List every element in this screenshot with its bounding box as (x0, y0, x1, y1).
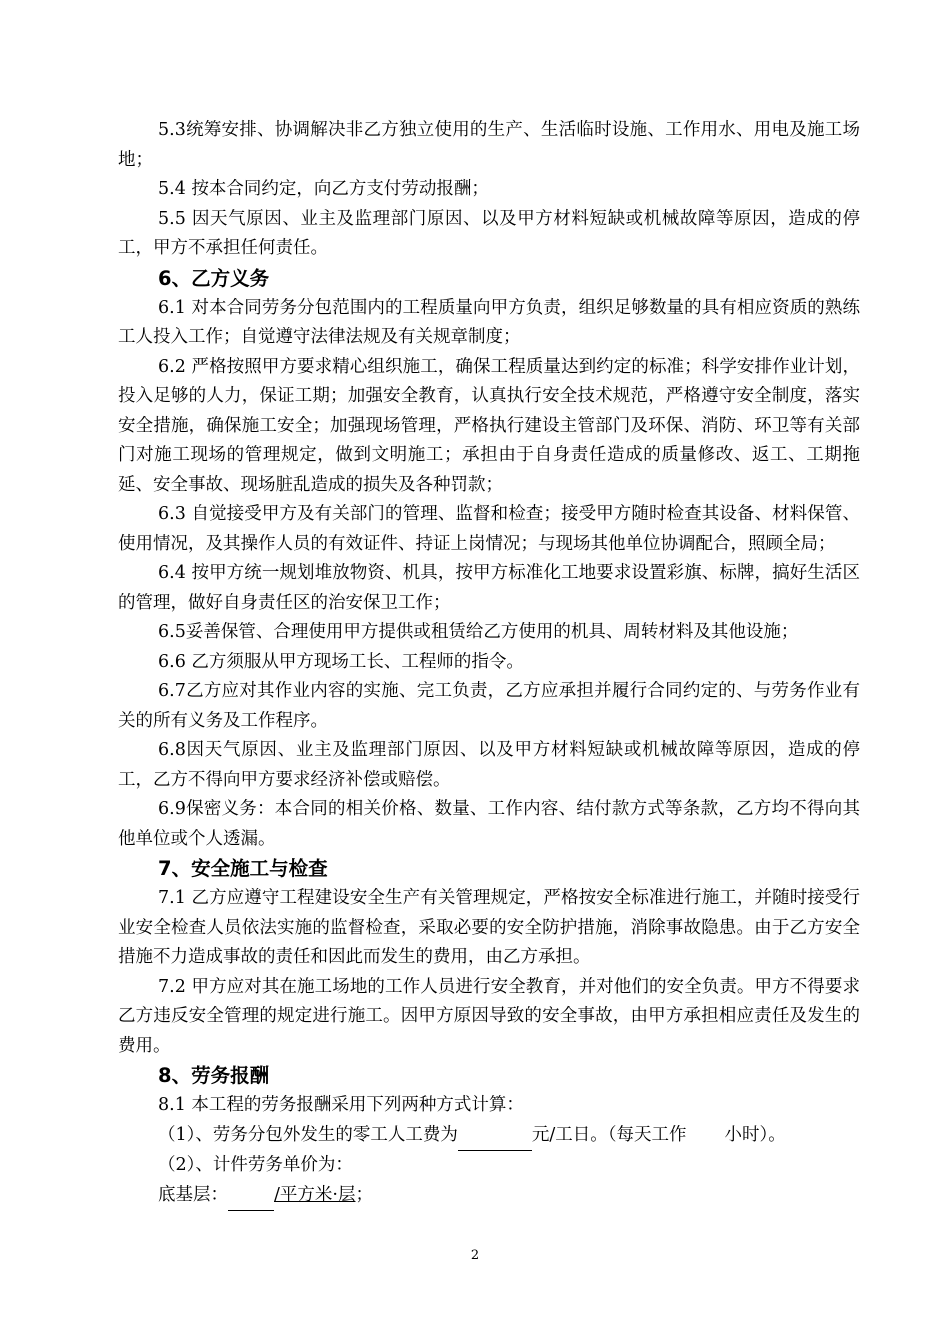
base-layer-line (118, 1181, 860, 1212)
daily-rate-blank (458, 1121, 532, 1152)
section-6-heading: 6、乙方义务 (158, 266, 270, 290)
page-number: 2 (470, 1248, 480, 1263)
section-7-heading: 7、安全施工与检查 (158, 857, 328, 880)
clause-6-1: 6.1 对本合同劳务分包范围内的工程质量向甲方负责，组织足够数量的具有相应资质的熟练工人投入工作；自觉遵守法律法规及有关规章制度； (118, 297, 860, 347)
clause-6-4: 6.4 按甲方统一规划堆放物资、机具，按甲方标准化工地要求设置彩旗、标牌，搞好生活区的管理，做好自身责任区的治安保卫工作； (118, 563, 860, 613)
clause-5-5: 5.5 因天气原因、业主及监理部门原因、以及甲方材料短缺或机械故障等原因，造成的停工，甲方不承担任何责任。 (118, 208, 860, 258)
clause-6-3: 6.3 自觉接受甲方及有关部门的管理、监督和检查；接受甲方随时检查其设备、材料保管、使用情况，及其操作人员的有效证件、持证上岗情况；与现场其他单位协调配合，照顾全局； (118, 504, 860, 554)
item-1-unit: 元/工日。（每天工作 (531, 1124, 687, 1145)
base-layer-unit: /平方米·层 (274, 1184, 356, 1205)
clause-8-1-item-2: （2）、计件劳务单价为： (158, 1155, 353, 1175)
clause-6-2: 6.2 严格按照甲方要求精心组织施工，确保工程质量达到约定的标准；科学安排作业计划，投入足够的人力，保证工期；加强安全教育，认真执行安全技术规范，严格遵守安全制度，落实安全措施，确保施工安全；加强现场管理，严格执行建设主管部门及环保、消防、环卫等有关部门对施工现场的管理规定，做到文明施工；承担由于自身责任造成的质量修改、返工、工期拖延、安全事故、现场脏乱造成的损失及各种罚款； (118, 356, 860, 495)
base-layer-price-blank (228, 1181, 274, 1212)
clause-8-1-item-1 (118, 1121, 860, 1152)
clause-7-1: 7.1 乙方应遵守工程建设安全生产有关管理规定，严格按安全标准进行施工，并随时接受行业安全检查人员依法实施的监督检查，采取必要的安全防护措施，消除事故隐患。由于乙方安全措施不力造成事故的责任和因此而发生的费用，由乙方承担。 (118, 888, 860, 967)
clause-6-6: 6.6 乙方须服从甲方现场工长、工程师的指令。 (158, 651, 524, 672)
clause-8-1: 8.1 本工程的劳务报酬采用下列两种方式计算： (158, 1095, 524, 1115)
clause-6-5: 6.5妥善保管、合理使用甲方提供或租赁给乙方使用的机具、周转材料及其他设施； (158, 622, 799, 642)
clause-6-8: 6.8因天气原因、业主及监理部门原因、以及甲方材料短缺或机械故障等原因，造成的停工，乙方不得向甲方要求经济补偿或赔偿。 (118, 740, 860, 790)
item-1-hours: 小时）。 (724, 1124, 786, 1145)
clause-6-7: 6.7乙方应对其作业内容的实施、完工负责，乙方应承担并履行合同约定的、与劳务作业有关的所有义务及工作程序。 (118, 681, 860, 731)
clause-7-2: 7.2 甲方应对其在施工场地的工作人员进行安全教育，并对他们的安全负责。甲方不得要求乙方违反安全管理的规定进行施工。因甲方原因导致的安全事故，由甲方承担相应责任及发生的费用。 (118, 976, 860, 1056)
clause-6-9: 6.9保密义务：本合同的相关价格、数量、工作内容、结付款方式等条款，乙方均不得向其他单位或个人透漏。 (118, 799, 860, 849)
section-8-heading: 8、劳务报酬 (158, 1064, 270, 1087)
item-1-text: （1）、劳务分包外发生的零工人工费为 (158, 1124, 458, 1145)
clause-5-3: 5.3统筹安排、协调解决非乙方独立使用的生产、生活临时设施、工作用水、用电及施工场地； (118, 120, 860, 170)
document-body (118, 116, 860, 1211)
base-layer-end: ； (355, 1184, 373, 1205)
clause-5-4: 5.4 按本合同约定，向乙方支付劳动报酬； (158, 179, 489, 199)
base-layer-label: 底基层： (158, 1184, 228, 1205)
